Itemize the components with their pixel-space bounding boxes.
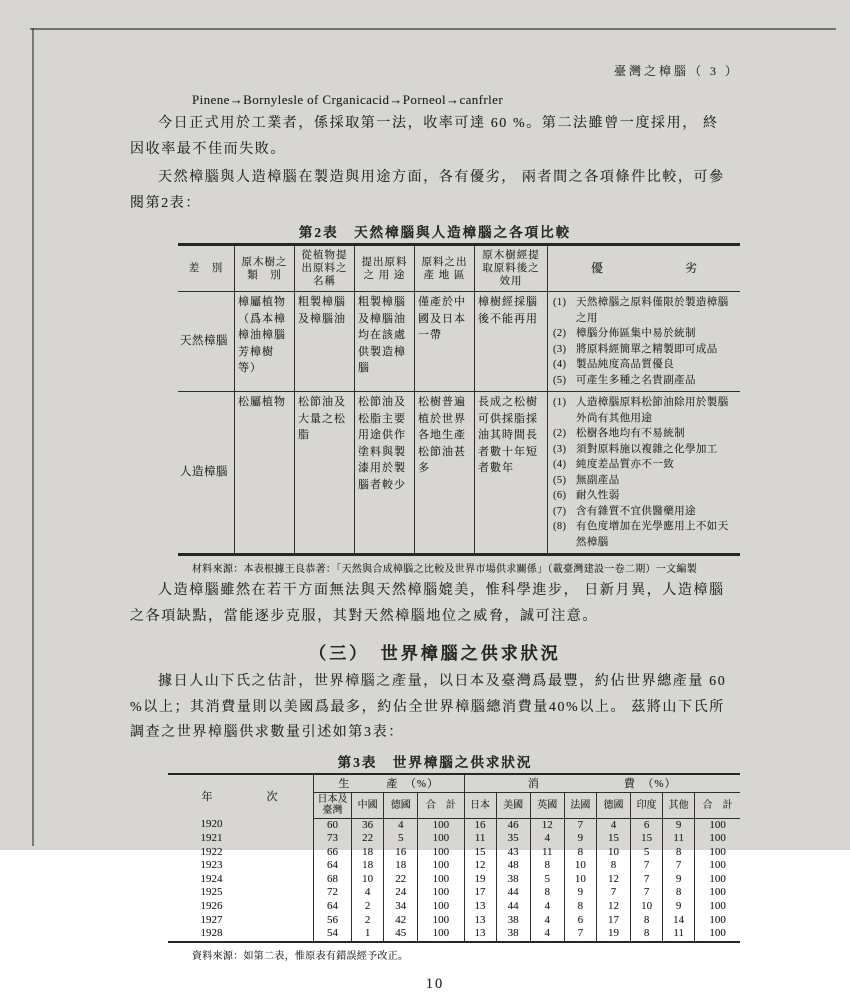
table3-body: [168, 818, 740, 942]
production-value-cell: 36: [352, 818, 384, 832]
consumption-value-cell: 100: [695, 818, 740, 832]
paragraph-line: 據日人山下氏之估計，世界樟腦之產量，以日本及臺灣爲最豐，約佔世界總產量 60: [158, 674, 727, 689]
consumption-value-cell: 4: [530, 914, 564, 928]
origin-cell: 僅產於中國及日本一帶: [415, 292, 475, 392]
consumption-value-cell: 10: [564, 873, 596, 887]
comparison-point: (2) 樟腦分佈區集中易於統制: [553, 328, 696, 339]
running-header: 臺灣之樟腦（ 3 ）: [613, 64, 740, 78]
consumption-value-cell: 38: [496, 927, 530, 942]
comparison-point: (1) 天然樟腦之原料僅限於製造樟腦之用: [553, 297, 729, 324]
consumption-value-cell: 8: [530, 859, 564, 873]
consumption-value-cell: 15: [631, 832, 663, 846]
scan-edge-left: [32, 28, 34, 846]
production-value-cell: 64: [313, 859, 351, 873]
table-row: [168, 832, 740, 846]
consumption-value-cell: 9: [663, 900, 695, 914]
year-cell: 1921: [200, 832, 223, 845]
table-row: [178, 392, 740, 555]
production-value-cell: 2: [352, 914, 384, 928]
production-value-cell: 66: [313, 846, 351, 860]
consumption-value-cell: 35: [496, 832, 530, 846]
production-value-cell: 4: [384, 818, 418, 832]
consumption-value-cell: 8: [530, 886, 564, 900]
page-content: [130, 62, 740, 993]
consumption-value-cell: 13: [464, 900, 496, 914]
consumption-value-cell: 9: [564, 832, 596, 846]
comparison-point: (2) 松樹各地均有不易統制: [553, 428, 685, 439]
production-value-cell: 100: [418, 886, 464, 900]
table3-col-header: 法國: [564, 792, 596, 818]
table2-source-note: 材料來源：本表根據王良恭著：「天然與合成樟腦之比較及世界市場供求關係」（載臺灣建設一卷二期）一文編製: [192, 564, 697, 575]
consumption-value-cell: 44: [496, 886, 530, 900]
consumption-value-cell: 15: [464, 846, 496, 860]
table3-col-header: 印度: [631, 792, 663, 818]
consumption-value-cell: 8: [596, 859, 630, 873]
consumption-value-cell: 100: [695, 846, 740, 860]
table3-col-header: 合 計: [695, 792, 740, 818]
consumption-value-cell: 9: [663, 818, 695, 832]
tree-class-cell: 樟屬植物（爲本樟樟油樟腦芳樟樹等）: [235, 292, 295, 392]
production-value-cell: 100: [418, 846, 464, 860]
consumption-value-cell: 43: [496, 846, 530, 860]
paragraph-line: %以上；其消費量則以美國爲最多，約佔全世界樟腦總消費量40%以上。 茲將山下氏所: [130, 699, 725, 715]
consumption-value-cell: 8: [631, 927, 663, 942]
table2-caption: 第2表 天然樟腦與人造樟腦之各項比較: [298, 225, 572, 240]
comparison-point: (6) 耐久性弱: [553, 490, 620, 501]
consumption-value-cell: 100: [695, 927, 740, 942]
year-cell: 1925: [200, 886, 223, 899]
production-value-cell: 18: [352, 859, 384, 873]
consumption-value-cell: 9: [564, 886, 596, 900]
table2-col-header: 從植物提出原料之名稱: [295, 245, 355, 292]
production-value-cell: 24: [384, 886, 418, 900]
production-value-cell: 60: [313, 818, 351, 832]
production-value-cell: 72: [313, 886, 351, 900]
comparison-point: (3) 須對原料施以複雜之化學加工: [553, 443, 718, 455]
production-value-cell: 100: [418, 818, 464, 832]
consumption-value-cell: 13: [464, 927, 496, 942]
material-name-cell: 松節油及大量之松脂: [295, 392, 355, 555]
production-value-cell: 10: [352, 873, 384, 887]
year-cell: 1926: [200, 900, 223, 913]
consumption-value-cell: 100: [695, 886, 740, 900]
consumption-value-cell: 15: [596, 832, 630, 846]
paragraph-1: [130, 111, 740, 162]
defect-label: 劣: [684, 261, 697, 275]
production-value-cell: 22: [352, 832, 384, 846]
table-row: [168, 873, 740, 887]
consumption-value-cell: 4: [530, 832, 564, 846]
consumption-value-cell: 8: [631, 914, 663, 928]
chemical-formula-line: Pinene→Bornylesle of Crganicacid→Porneol→canfrler: [192, 92, 504, 107]
consumption-value-cell: 7: [564, 927, 596, 942]
table2-col-header: 原料之出產 地 區: [415, 245, 475, 292]
paragraph-line: 今日正式用於工業者，係採取第一法，收率可達 60 %。第二法雖曾一度採用， 終: [158, 116, 719, 131]
paragraph-line: 之各項缺點，當能逐步克服，其對天然樟腦地位之威脅，誠可注意。: [130, 608, 598, 624]
production-value-cell: 18: [384, 859, 418, 873]
tree-class-cell: 松屬植物: [235, 392, 295, 555]
origin-cell: 松樹普遍植於世界各地生產松節油甚多: [415, 392, 475, 555]
consumption-value-cell: 14: [663, 914, 695, 928]
consumption-value-cell: 100: [695, 859, 740, 873]
points-cell: [548, 292, 741, 392]
consumption-value-cell: 10: [596, 846, 630, 860]
comparison-point: (3) 將原料經簡單之精製即可成品: [553, 343, 718, 355]
table2-col-header: 差 別: [178, 245, 235, 292]
table2-merit-defect-header: [548, 245, 741, 292]
comparison-point: (5) 無副產品: [553, 474, 620, 486]
consumption-value-cell: 5: [530, 873, 564, 887]
consumption-value-cell: 100: [695, 832, 740, 846]
table2-col-header: 原木樹之類 別: [235, 245, 295, 292]
consumption-value-cell: 19: [464, 873, 496, 887]
category-cell: 天然樟腦: [178, 292, 235, 392]
paragraph-line: 因收率最不佳而失敗。: [130, 141, 286, 157]
material-name-cell: 粗製樟腦及樟腦油: [295, 292, 355, 392]
consumption-value-cell: 11: [530, 846, 564, 860]
scan-edge-top: [30, 28, 836, 30]
consumption-value-cell: 38: [496, 914, 530, 928]
production-value-cell: 1: [352, 927, 384, 942]
section-heading: （三） 世界樟腦之供求狀況: [309, 644, 561, 663]
paragraph-line: 人造樟腦雖然在若干方面無法與天然樟腦媲美，惟科學進步， 日新月異，人造樟腦: [158, 583, 725, 598]
table-row: [168, 818, 740, 832]
production-value-cell: 54: [313, 927, 351, 942]
production-value-cell: 5: [384, 832, 418, 846]
consumption-value-cell: 44: [496, 900, 530, 914]
table-row: [168, 900, 740, 914]
consumption-value-cell: 17: [596, 914, 630, 928]
paragraph-3: [130, 578, 740, 629]
consumption-value-cell: 8: [564, 900, 596, 914]
production-value-cell: 73: [313, 832, 351, 846]
production-group-header: 生 產 （%）: [313, 774, 464, 793]
consumption-value-cell: 8: [663, 886, 695, 900]
consumption-value-cell: 7: [663, 859, 695, 873]
production-value-cell: 100: [418, 900, 464, 914]
table3-col-header: 德國: [596, 792, 630, 818]
production-value-cell: 100: [418, 859, 464, 873]
merit-label: 優: [590, 261, 603, 275]
table2-col-header: 原木樹經提取原料後之效用: [475, 245, 548, 292]
table2-col-header: 提出原料之 用 途: [355, 245, 415, 292]
paragraph-line: 調查之世界樟腦供求數量引述如第3表：: [130, 725, 404, 740]
consumption-group-header: 消 費 （%）: [464, 774, 740, 793]
comparison-point: (5) 可產生多種之名貴副產品: [553, 374, 696, 386]
consumption-value-cell: 46: [496, 818, 530, 832]
consumption-value-cell: 38: [496, 873, 530, 887]
table3-group-header: [168, 774, 740, 793]
table3-source-note: 資料來源：如第二表，惟原表有錯誤經予改正。: [192, 950, 409, 962]
year-cell: 1928: [200, 927, 223, 940]
comparison-point: (8) 有色度增加在光學應用上不如天然樟腦: [553, 521, 729, 548]
year-col-header: 年 次: [201, 791, 280, 804]
consumption-value-cell: 4: [596, 818, 630, 832]
production-value-cell: 2: [352, 900, 384, 914]
consumption-value-cell: 10: [631, 900, 663, 914]
consumption-value-cell: 12: [596, 873, 630, 887]
production-value-cell: 100: [418, 914, 464, 928]
production-value-cell: 68: [313, 873, 351, 887]
consumption-value-cell: 8: [564, 846, 596, 860]
consumption-value-cell: 100: [695, 900, 740, 914]
production-value-cell: 56: [313, 914, 351, 928]
production-value-cell: 100: [418, 873, 464, 887]
consumption-value-cell: 4: [530, 927, 564, 942]
supply-demand-table: [168, 773, 740, 943]
material-use-cell: 粗製樟腦及樟腦油均在該處供製造樟腦: [355, 292, 415, 392]
consumption-value-cell: 12: [596, 900, 630, 914]
year-cell: 1922: [200, 845, 223, 858]
table3-col-header: 合 計: [418, 792, 464, 818]
comparison-point: (1) 人造樟腦原料松節油除用於製腦外尚有其他用途: [553, 397, 729, 424]
production-value-cell: 34: [384, 900, 418, 914]
year-cell: 1920: [200, 818, 223, 831]
table2-header: [178, 245, 740, 292]
consumption-value-cell: 11: [464, 832, 496, 846]
table3-col-header: 日本及臺灣: [313, 792, 351, 818]
after-use-cell: 樟樹經採腦後不能再用: [475, 292, 548, 392]
table3-col-header: 日本: [464, 792, 496, 818]
production-value-cell: 100: [418, 832, 464, 846]
table-row: [168, 846, 740, 860]
table-row: [168, 914, 740, 928]
production-value-cell: 100: [418, 927, 464, 942]
consumption-value-cell: 7: [596, 886, 630, 900]
table3-col-header: 英國: [530, 792, 564, 818]
production-value-cell: 18: [352, 846, 384, 860]
production-value-cell: 16: [384, 846, 418, 860]
consumption-value-cell: 17: [464, 886, 496, 900]
consumption-value-cell: 6: [631, 818, 663, 832]
year-cell: 1923: [200, 859, 223, 872]
table-row: [168, 927, 740, 942]
production-value-cell: 42: [384, 914, 418, 928]
paragraph-2: [130, 165, 740, 216]
table3-caption: 第3表 世界樟腦之供求狀況: [337, 754, 533, 770]
production-value-cell: 22: [384, 873, 418, 887]
comparison-point: (4) 製品純度高品質優良: [553, 359, 675, 370]
paragraph-4: [130, 669, 740, 746]
consumption-value-cell: 7: [631, 886, 663, 900]
after-use-cell: 長成之松樹可供採脂採油其時間長者數十年短者數年: [475, 392, 548, 555]
consumption-value-cell: 48: [496, 859, 530, 873]
consumption-value-cell: 6: [564, 914, 596, 928]
points-cell: [548, 392, 741, 555]
comparison-point: (7) 含有雜質不宜供醫藥用途: [553, 505, 696, 517]
table3-col-header: 中國: [352, 792, 384, 818]
consumption-value-cell: 7: [631, 859, 663, 873]
consumption-value-cell: 4: [530, 900, 564, 914]
table-row: [178, 292, 740, 392]
comparison-table: [178, 243, 740, 556]
page-number: 10: [425, 975, 445, 992]
category-cell: 人造樟腦: [180, 466, 228, 479]
material-use-cell: 松節油及松脂主要用途供作塗料與製漆用於製腦者較少: [355, 392, 415, 555]
consumption-value-cell: 16: [464, 818, 496, 832]
paragraph-line: 天然樟腦與人造樟腦在製造與用途方面，各有優劣， 兩者間之各項條件比較，可參: [158, 170, 725, 185]
consumption-value-cell: 19: [596, 927, 630, 942]
year-cell: 1924: [200, 872, 223, 885]
consumption-value-cell: 7: [631, 873, 663, 887]
table3-col-header: 美國: [496, 792, 530, 818]
consumption-value-cell: 100: [695, 873, 740, 887]
production-value-cell: 45: [384, 927, 418, 942]
table-row: [168, 886, 740, 900]
consumption-value-cell: 12: [464, 859, 496, 873]
consumption-value-cell: 11: [663, 927, 695, 942]
consumption-value-cell: 8: [663, 846, 695, 860]
consumption-value-cell: 5: [631, 846, 663, 860]
table3-col-header: 其他: [663, 792, 695, 818]
consumption-value-cell: 9: [663, 873, 695, 887]
consumption-value-cell: 12: [530, 818, 564, 832]
table-row: [168, 859, 740, 873]
comparison-point: (4) 純度差品質亦不一致: [553, 459, 675, 470]
production-value-cell: 64: [313, 900, 351, 914]
consumption-value-cell: 10: [564, 859, 596, 873]
production-value-cell: 4: [352, 886, 384, 900]
consumption-value-cell: 7: [564, 818, 596, 832]
paragraph-line: 閱第2表：: [130, 195, 201, 211]
consumption-value-cell: 100: [695, 914, 740, 928]
table3-col-header: 德國: [384, 792, 418, 818]
year-cell: 1927: [200, 913, 223, 926]
consumption-value-cell: 13: [464, 914, 496, 928]
consumption-value-cell: 11: [663, 832, 695, 846]
